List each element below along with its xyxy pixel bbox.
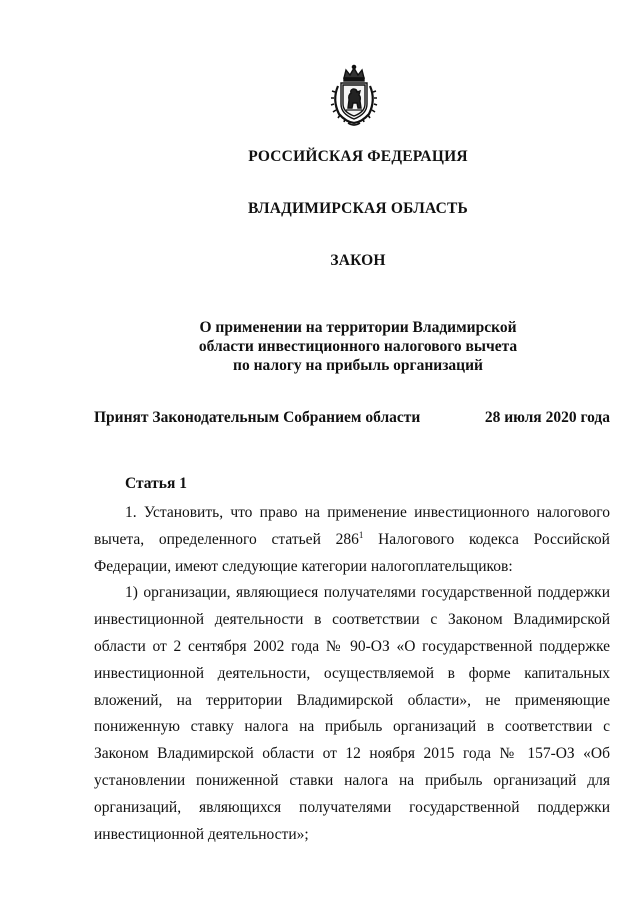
article-body	[94, 500, 610, 848]
article-paragraph: 1) организации, являющиеся получателями государственной поддержки инвестиционной деятельности в соответствии с Законом Владимирской области от 2 сентября 2002 года № 90-ОЗ «О государственной поддержке инвестиционной деятельности, осуществляемой в форме капитальных вложений, на территории Владимирской области», не применяющие пониженную ставку налога на прибыль организаций в соответствии с Законом Владимирской области от 12 ноября 2015 года № 157-ОЗ «Об установлении пониженной ставки налога на прибыль организаций для организаций, являющихся получателями государственной поддержки инвестиционной деятельности»;	[94, 584, 610, 843]
law-title-line: области инвестиционного налогового вычета	[198, 338, 518, 355]
paragraph-text: 1. Установить, что право на применение инвестиционного налогового вычета, определенного статьей 286	[94, 504, 610, 548]
region-heading: ВЛАДИМИРСКАЯ ОБЛАСТЬ	[248, 200, 468, 217]
adoption-date: 28 июля 2020 года	[484, 409, 610, 426]
law-title-line: по налогу на прибыль организаций	[233, 357, 483, 374]
country-heading: РОССИЙСКАЯ ФЕДЕРАЦИЯ	[248, 148, 468, 165]
adopting-body: Принят Законодательным Собранием области	[94, 409, 421, 426]
article-heading: Статья 1	[125, 475, 187, 492]
document-type-heading: ЗАКОН	[330, 252, 386, 269]
law-title-line: О применении на территории Владимирской	[199, 319, 517, 336]
article-superscript: 1	[358, 529, 364, 540]
law-title	[0, 318, 640, 375]
article-paragraph	[94, 500, 610, 580]
adoption-line	[94, 409, 610, 427]
coat-of-arms-icon	[326, 64, 382, 128]
paragraph-text: Налогового кодекса Российской Федерации, имеют следующие категории налогоплательщиков:	[94, 530, 610, 575]
